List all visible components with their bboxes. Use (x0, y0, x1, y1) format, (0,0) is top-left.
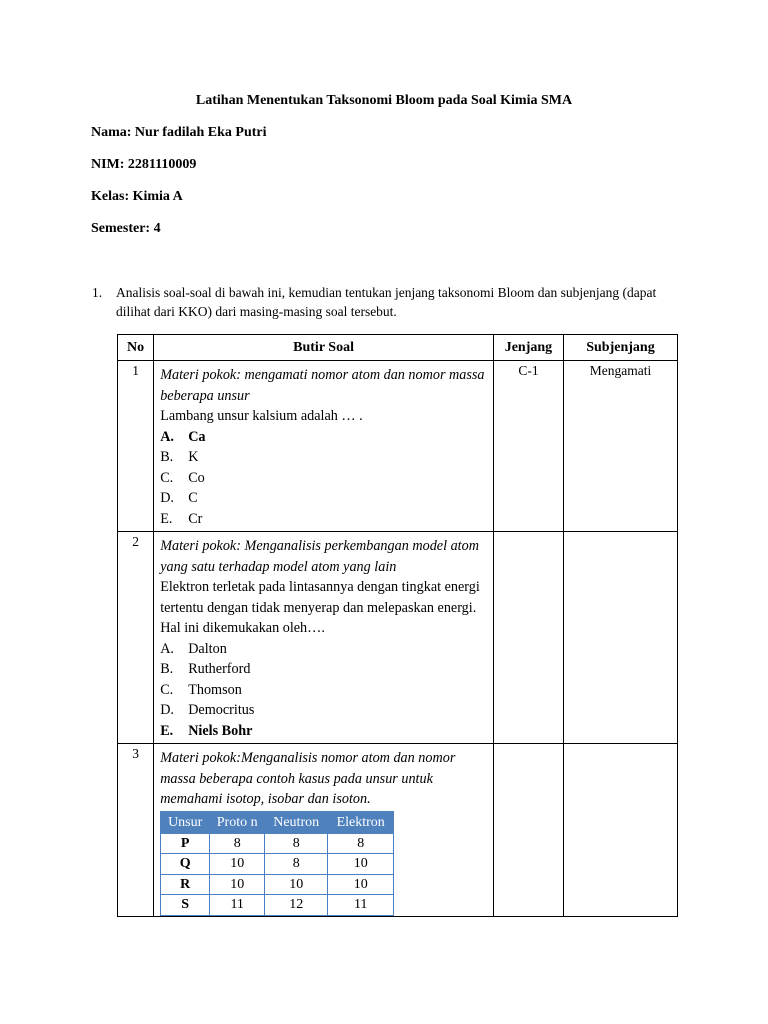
subjenjang-cell: Mengamati (563, 361, 677, 532)
row-number: 2 (118, 532, 154, 744)
element-row (161, 895, 394, 916)
option-a: A. Dalton (160, 640, 227, 657)
proton-value: 8 (210, 833, 265, 854)
table-row (118, 532, 678, 744)
element-label: S (161, 895, 210, 916)
elektron-value: 10 (328, 854, 394, 875)
option-a: A. Ca (160, 428, 206, 445)
element-table-header (161, 811, 394, 833)
element-table (160, 811, 394, 916)
header-neutron: Neutron (265, 811, 328, 833)
neutron-value: 10 (265, 874, 328, 895)
neutron-value: 8 (265, 833, 328, 854)
instruction-number: 1. (92, 285, 103, 300)
instruction-text: Analisis soal-soal di bawah ini, kemudian tentukan jenjang taksonomi Bloom dan subjenjang (dapat dilihat dari KKO) dari masing-masing soal tersebut. (116, 285, 657, 319)
header-proton: Proto n (210, 811, 265, 833)
materi-pokok: Materi pokok: mengamati nomor atom dan nomor massa beberapa unsur (160, 367, 485, 404)
element-row (161, 833, 394, 854)
table-header-row (118, 335, 678, 361)
option-d: D. Democritus (160, 702, 255, 718)
jenjang-cell: C-1 (493, 361, 563, 532)
option-d: D. C (160, 490, 198, 506)
neutron-value: 12 (265, 895, 328, 916)
proton-value: 11 (210, 895, 265, 916)
row-number: 1 (118, 361, 154, 532)
student-nim: NIM: 2281110009 (91, 157, 197, 172)
instruction (92, 283, 682, 321)
jenjang-cell (493, 744, 563, 917)
element-label: R (161, 874, 210, 895)
element-row (161, 854, 394, 875)
row-number: 3 (118, 744, 154, 917)
student-semester: Semester: 4 (91, 221, 161, 236)
option-e: E. Niels Bohr (160, 722, 253, 739)
header-butir-soal: Butir Soal (154, 335, 494, 361)
elektron-value: 11 (328, 895, 394, 916)
document-title: Latihan Menentukan Taksonomi Bloom pada Soal Kimia SMA (195, 93, 573, 108)
table-row (118, 361, 678, 532)
table-row (118, 744, 678, 917)
proton-value: 10 (210, 854, 265, 875)
materi-pokok: Materi pokok:Menganalisis nomor atom dan nomor massa beberapa contoh kasus pada unsur untuk memahami isotop, isobar dan isoton. (160, 750, 456, 807)
student-name: Nama: Nur fadilah Eka Putri (91, 125, 267, 140)
question-text: Lambang unsur kalsium adalah … . (160, 408, 363, 424)
elektron-value: 10 (328, 874, 394, 895)
elektron-value: 8 (328, 833, 394, 854)
materi-pokok: Materi pokok: Menganalisis perkembangan model atom yang satu terhadap model atom yang lain (160, 538, 479, 575)
header-subjenjang: Subjenjang (563, 335, 677, 361)
question-cell (154, 361, 494, 532)
header-jenjang: Jenjang (493, 335, 563, 361)
question-table (117, 334, 678, 917)
option-b: B. Rutherford (160, 661, 251, 677)
subjenjang-cell (563, 532, 677, 744)
neutron-value: 8 (265, 854, 328, 875)
header-unsur: Unsur (161, 811, 210, 833)
student-class: Kelas: Kimia A (91, 189, 183, 204)
header-no: No (118, 335, 154, 361)
option-c: C. Co (160, 469, 205, 486)
proton-value: 10 (210, 874, 265, 895)
jenjang-cell (493, 532, 563, 744)
subjenjang-cell (563, 744, 677, 917)
header-elektron: Elektron (328, 811, 394, 833)
question-cell (154, 532, 494, 744)
option-c: C. Thomson (160, 681, 242, 698)
question-cell (154, 744, 494, 917)
element-label: Q (161, 854, 210, 875)
element-row (161, 874, 394, 895)
option-b: B. K (160, 449, 199, 465)
option-e: E. Cr (160, 510, 203, 527)
question-text: Elektron terletak pada lintasannya dengan tingkat energi tertentu dengan tidak menyerap dan melepaskan energi. Hal ini dikemukakan oleh…. (160, 579, 480, 636)
element-label: P (161, 833, 210, 854)
